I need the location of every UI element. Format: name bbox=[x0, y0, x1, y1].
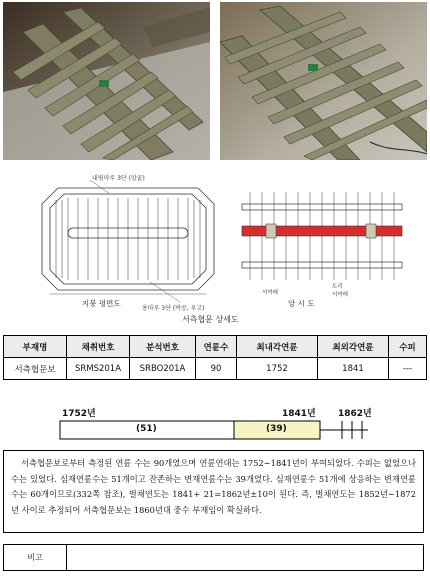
note-label: 비고 bbox=[4, 545, 67, 570]
table-cell: 1752 bbox=[237, 358, 318, 380]
roof-plan-drawing bbox=[42, 180, 214, 302]
timeline-start-year: 1752년 bbox=[62, 409, 96, 419]
timeline-end-year: 1862년 bbox=[338, 409, 372, 419]
label-rafter-2: 서까래 bbox=[332, 292, 348, 298]
timeline-bar bbox=[50, 404, 380, 446]
header-cell: 채취번호 bbox=[67, 336, 130, 358]
header-cell: 연륜수 bbox=[196, 336, 237, 358]
header-cell: 분석번호 bbox=[130, 336, 196, 358]
label-roof-ridge-bottom: 용마루 3단 (박공, 우고) bbox=[142, 305, 205, 312]
sapwood-count: (39) bbox=[266, 424, 287, 434]
caption-elevation: 앙 시 도 bbox=[288, 299, 315, 308]
dendro-table bbox=[3, 335, 427, 380]
label-roof-ridge-top: 내림마루 3단 (암골) bbox=[92, 175, 145, 182]
header-cell: 최내각연륜 bbox=[237, 336, 318, 358]
header-cell: 수피 bbox=[389, 336, 427, 358]
table-cell: --- bbox=[389, 358, 427, 380]
dendro-timeline bbox=[50, 404, 380, 446]
table-header-row bbox=[4, 336, 427, 358]
timeline-mid-year: 1841년 bbox=[282, 409, 316, 419]
photo-roof-frame-right bbox=[220, 2, 427, 160]
roof-frame-photo-left bbox=[3, 2, 210, 160]
label-rafter-1: 서까래 bbox=[262, 290, 278, 296]
table-cell: 1841 bbox=[318, 358, 389, 380]
table-cell: SRMS201A bbox=[67, 358, 130, 380]
caption-roof-plan: 지붕 평면도 bbox=[82, 299, 121, 308]
caption-overall: 서측협문 상세도 bbox=[182, 315, 239, 324]
heartwood-count: (51) bbox=[136, 424, 157, 434]
label-purlin: 도리 bbox=[332, 284, 343, 290]
table-cell: 90 bbox=[196, 358, 237, 380]
analysis-text: 서측협문보로부터 측정된 연륜 수는 90개였으며 연륜연대는 1752∼1841년이 부여되었다. 수피는 없었으나 수는 있었다. 심재연륜수는 51개이고 잔존하는 변재연륜수는 39개였다. 심재연륜수 51개에 상응하는 변재연륜수는 60개이므로(332쪽 참조), 벌채연도는 1841+ 21=1862년±10이 된다. 즉, 벌채연도는 1852년∼1872년 사이로 추정되어 서측협문보는 1860년대 중수 부재임이 확실하다. bbox=[3, 450, 424, 533]
table-cell: 서측협문보 bbox=[4, 358, 67, 380]
note-row bbox=[3, 544, 424, 571]
photo-roof-frame-left bbox=[3, 2, 210, 160]
table-row bbox=[4, 358, 427, 380]
detail-drawings bbox=[30, 170, 410, 330]
roof-frame-photo-right bbox=[220, 2, 427, 160]
header-cell: 최외각연륜 bbox=[318, 336, 389, 358]
header-cell: 부재명 bbox=[4, 336, 67, 358]
table-cell: SRBO201A bbox=[130, 358, 196, 380]
